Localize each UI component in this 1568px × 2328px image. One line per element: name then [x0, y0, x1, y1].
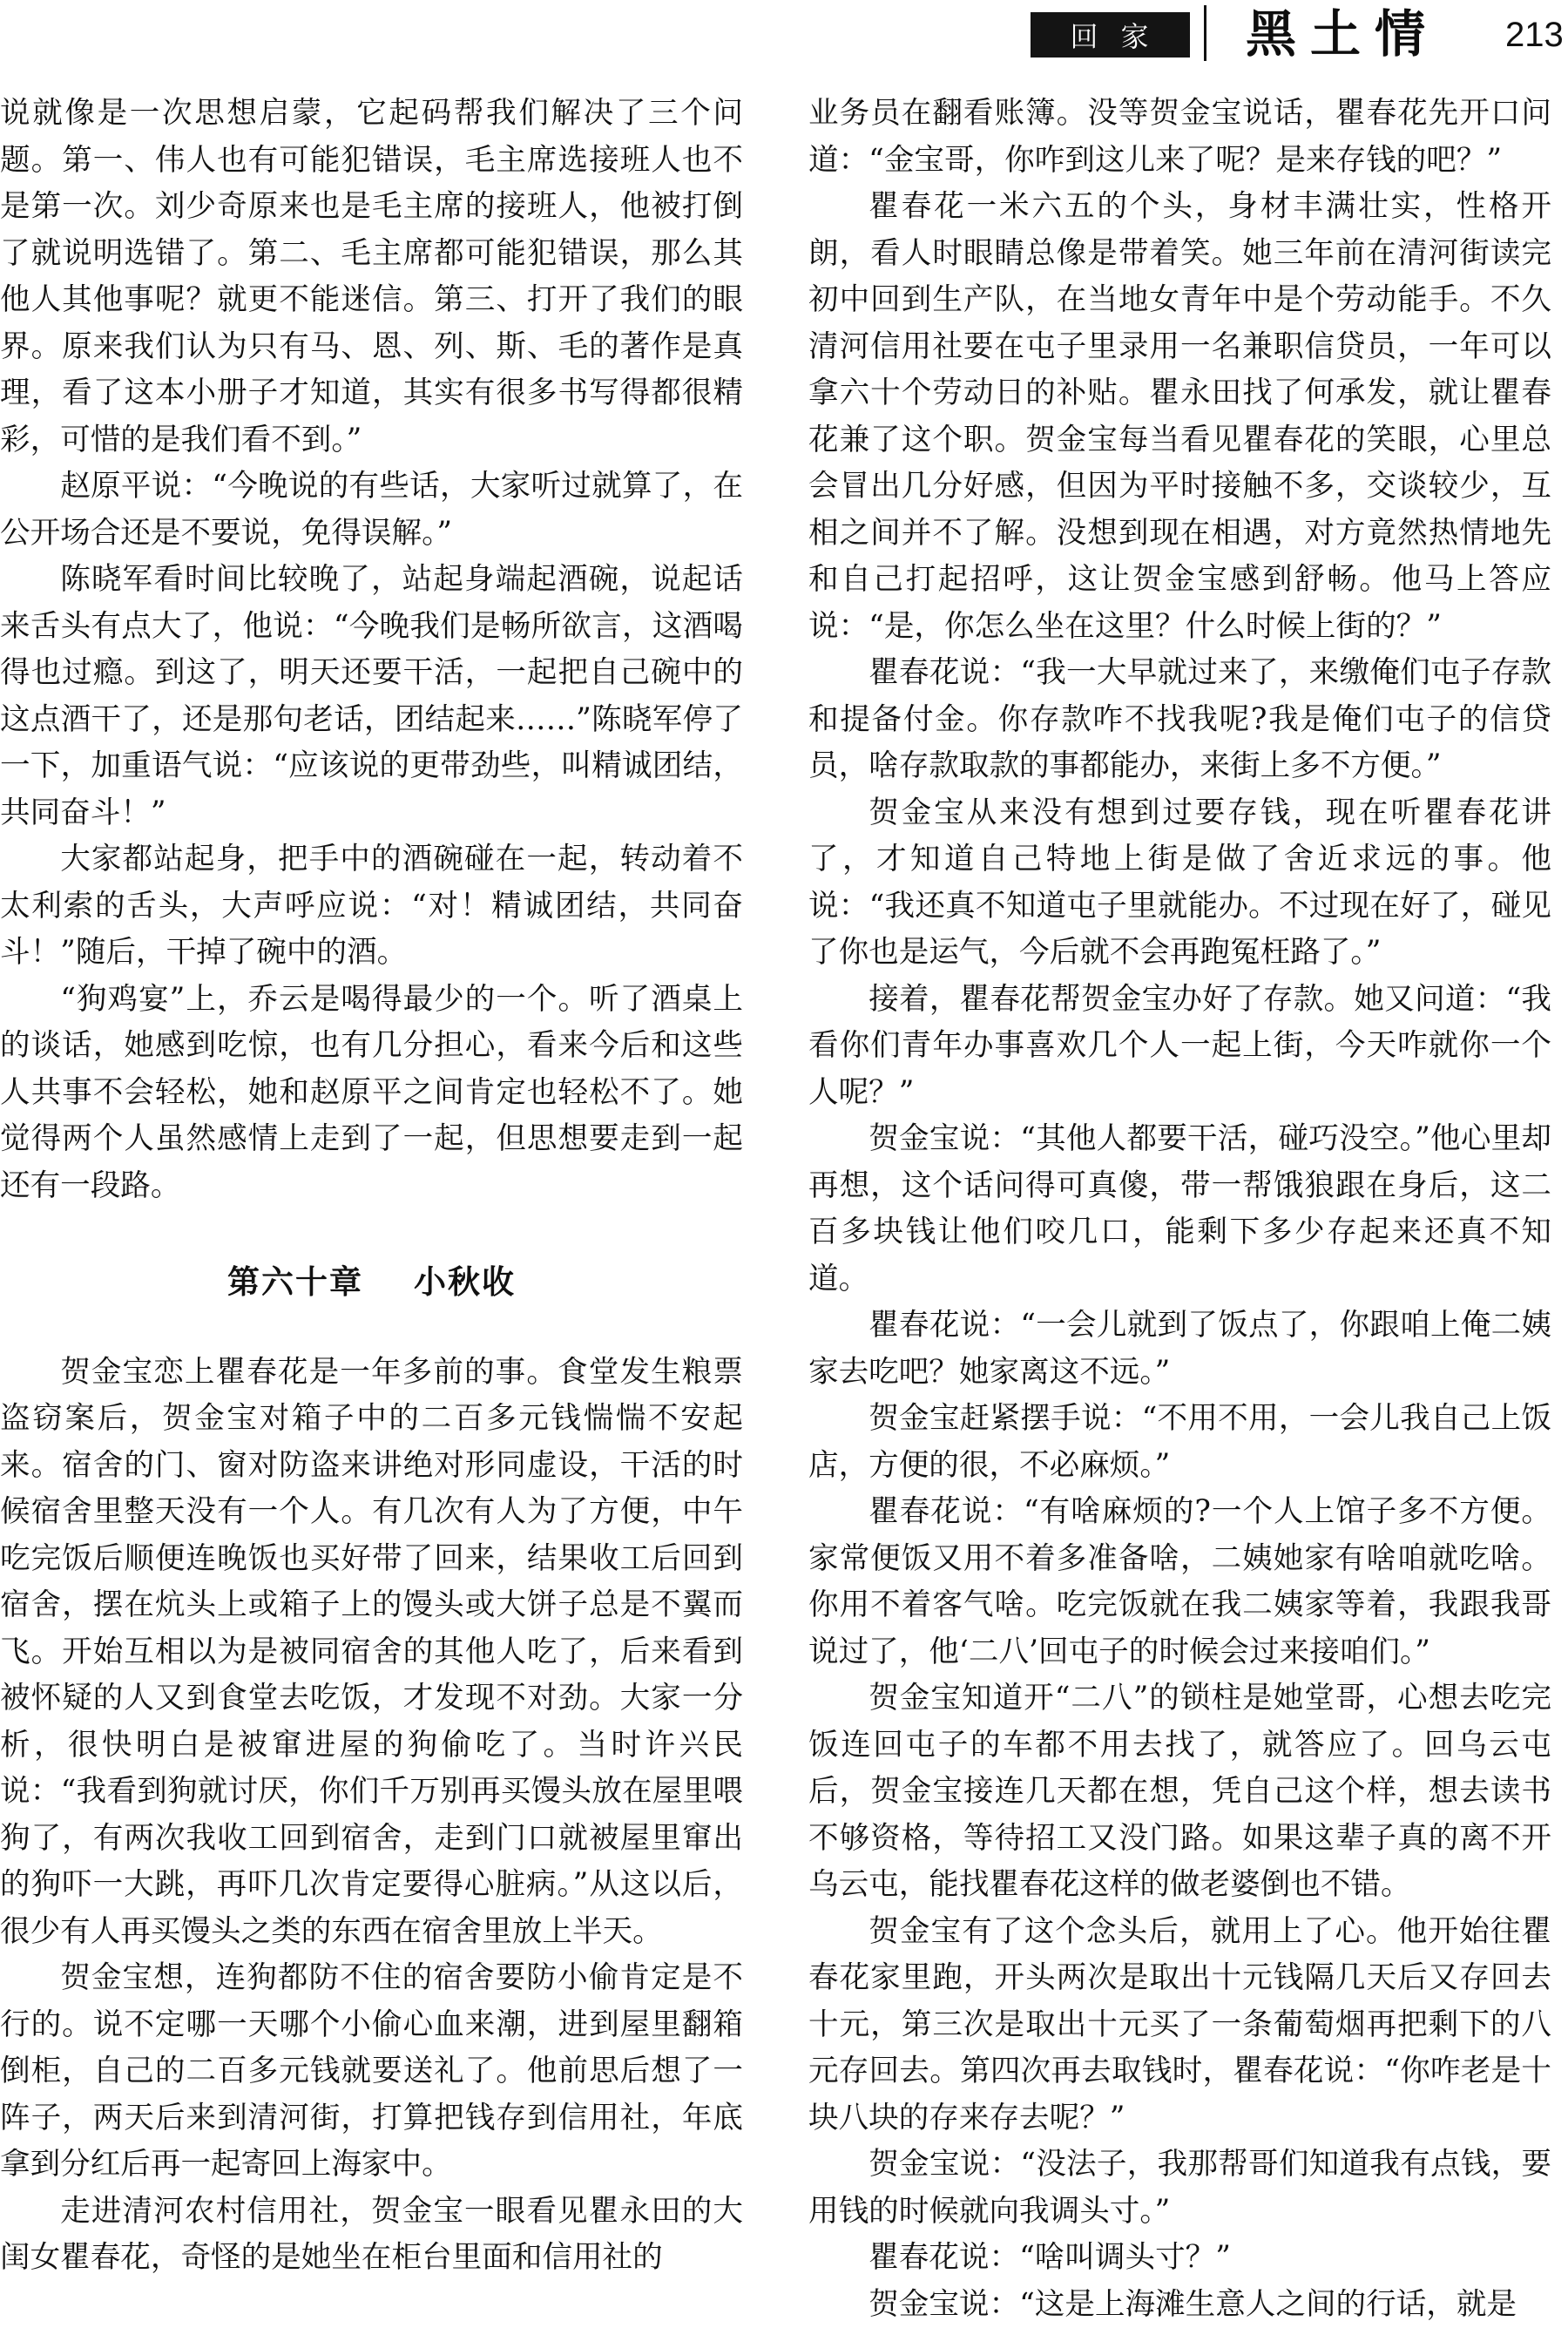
paragraph: 瞿春花说：“我一大早就过来了，来缴俺们屯子存款和提备付金。你存款咋不找我呢?我是俺们屯子的信贷员，啥存款取款的事都能办，来街上多不方便。” — [808, 650, 1551, 790]
header-divider — [1204, 5, 1206, 61]
paragraph: 赵原平说：“今晚说的有些话，大家听过就算了，在公开场合还是不要说，免得误解。” — [0, 464, 743, 557]
paragraph: 接着，瞿春花帮贺金宝办好了存款。她又问道：“我看你们青年办事喜欢几个人一起上街，今天咋就你一个人呢？” — [808, 977, 1551, 1117]
paragraph: 瞿春花说：“啥叫调头寸？” — [808, 2235, 1551, 2282]
magazine-title: 黑土情 — [1246, 0, 1439, 68]
page-number: 213 — [1505, 12, 1564, 58]
chapter-number: 第六十章 — [227, 1255, 363, 1303]
paragraph: 贺金宝恋上瞿春花是一年多前的事。食堂发生粮票盗窃案后，贺金宝对箱子中的二百多元钱惴惴不安起来。宿舍的门、窗对防盗来讲绝对形同虚设，干活的时候宿舍里整天没有一个人。有几次有人为了方便，中午吃完饭后顺便连晚饭也买好带了回来，结果收工后回到宿舍，摆在炕头上或箱子上的馒头或大饼子总是不翼而飞。开始互相以为是被同宿舍的其他人吃了，后来看到被怀疑的人又到食堂去吃饭，才发现不对劲。大家一分析，很快明白是被窜进屋的狗偷吃了。当时许兴民说：“我看到狗就讨厌，你们千万别再买馒头放在屋里喂狗了，有两次我收工回到宿舍，走到门口就被屋里窜出的狗吓一大跳，再吓几次肯定要得心脏病。”从这以后，很少有人再买馒头之类的东西在宿舍里放上半天。 — [0, 1350, 743, 1956]
paragraph: 贺金宝说：“没法子，我那帮哥们知道我有点钱，要用钱的时候就向我调头寸。” — [808, 2142, 1551, 2235]
paragraph: 贺金宝从来没有想到过要存钱，现在听瞿春花讲了，才知道自己特地上街是做了舍近求远的事。他说：“我还真不知道屯子里就能办。不过现在好了，碰见了你也是运气，今后就不会再跑冤枉路了。” — [808, 790, 1551, 977]
section-label: 回家 — [1031, 12, 1190, 58]
paragraph: 大家都站起身，把手中的酒碗碰在一起，转动着不太利索的舌头，大声呼应说：“对！精诚团结，共同奋斗！”随后，干掉了碗中的酒。 — [0, 836, 743, 977]
right-column — [808, 91, 1551, 2328]
paragraph: 贺金宝想，连狗都防不住的宿舍要防小偷肯定是不行的。说不定哪一天哪个小偷心血来潮，进到屋里翻箱倒柜，自己的二百多元钱就要送礼了。他前思后想了一阵子，两天后来到清河街，打算把钱存到信用社，年底拿到分红后再一起寄回上海家中。 — [0, 1955, 743, 2189]
paragraph: 走进清河农村信用社，贺金宝一眼看见瞿永田的大闺女瞿春花，奇怪的是她坐在柜台里面和信用社的 — [0, 2189, 743, 2282]
paragraph: 贺金宝说：“其他人都要干活，碰巧没空。”他心里却再想，这个话问得可真傻，带一帮饿狼跟在身后，这二百多块钱让他们咬几口，能剩下多少存起来还真不知道。 — [808, 1116, 1551, 1303]
left-column — [0, 91, 743, 2282]
paragraph: 贺金宝赶紧摆手说：“不用不用，一会儿我自己上饭店，方便的很，不必麻烦。” — [808, 1396, 1551, 1489]
paragraph: 瞿春花说：“有啥麻烦的?一个人上馆子多不方便。家常便饭又用不着多准备啥，二姨她家有啥咱就吃啥。你用不着客气啥。吃完饭就在我二姨家等着，我跟我哥说过了，他‘二八’回屯子的时候会过来接咱们。” — [808, 1489, 1551, 1675]
paragraph: 贺金宝知道开“二八”的锁柱是她堂哥，心想去吃完饭连回屯子的车都不用去找了，就答应了。回乌云屯后，贺金宝接连几天都在想，凭自己这个样，想去读书不够资格，等待招工又没门路。如果这辈子真的离不开乌云屯，能找瞿春花这样的做老婆倒也不错。 — [808, 1675, 1551, 1909]
page-header — [0, 0, 1568, 70]
paragraph: 陈晓军看时间比较晚了，站起身端起酒碗，说起话来舌头有点大了，他说：“今晚我们是畅所欲言，这酒喝得也过瘾。到这了，明天还要干活，一起把自己碗中的这点酒干了，还是那句老话，团结起来……”陈晓军停了一下，加重语气说：“应该说的更带劲些，叫精诚团结，共同奋斗！” — [0, 557, 743, 836]
paragraph: “狗鸡宴”上，乔云是喝得最少的一个。听了酒桌上的谈话，她感到吃惊，也有几分担心，看来今后和这些人共事不会轻松，她和赵原平之间肯定也轻松不了。她觉得两个人虽然感情上走到了一起，但思想要走到一起还有一段路。 — [0, 977, 743, 1210]
chapter-title: 小秋收 — [414, 1255, 516, 1303]
paragraph: 说就像是一次思想启蒙，它起码帮我们解决了三个问题。第一、伟人也有可能犯错误，毛主席选接班人也不是第一次。刘少奇原来也是毛主席的接班人，他被打倒了就说明选错了。第二、毛主席都可能犯错误，那么其他人其他事呢？就更不能迷信。第三、打开了我们的眼界。原来我们认为只有马、恩、列、斯、毛的著作是真理，看了这本小册子才知道，其实有很多书写得都很精彩，可惜的是我们看不到。” — [0, 91, 743, 464]
chapter-heading — [0, 1209, 743, 1350]
paragraph: 贺金宝有了这个念头后，就用上了心。他开始往瞿春花家里跑，开头两次是取出十元钱隔几天后又存回去十元，第三次是取出十元买了一条葡萄烟再把剩下的八元存回去。第四次再去取钱时，瞿春花说：“你咋老是十块八块的存来存去呢？” — [808, 1909, 1551, 2142]
paragraph: 瞿春花说：“一会儿就到了饭点了，你跟咱上俺二姨家去吃吧？她家离这不远。” — [808, 1303, 1551, 1396]
paragraph: 瞿春花一米六五的个头，身材丰满壮实，性格开朗，看人时眼睛总像是带着笑。她三年前在清河街读完初中回到生产队，在当地女青年中是个劳动能手。不久清河信用社要在屯子里录用一名兼职信贷员，一年可以拿六十个劳动日的补贴。瞿永田找了何承发，就让瞿春花兼了这个职。贺金宝每当看见瞿春花的笑眼，心里总会冒出几分好感，但因为平时接触不多，交谈较少，互相之间并不了解。没想到现在相遇，对方竟然热情地先和自己打起招呼，这让贺金宝感到舒畅。他马上答应说：“是，你怎么坐在这里？什么时候上街的？” — [808, 184, 1551, 650]
paragraph: 业务员在翻看账簿。没等贺金宝说话，瞿春花先开口问道：“金宝哥，你咋到这儿来了呢？是来存钱的吧？” — [808, 91, 1551, 184]
paragraph: 贺金宝说：“这是上海滩生意人之间的行话，就是 — [808, 2282, 1551, 2328]
